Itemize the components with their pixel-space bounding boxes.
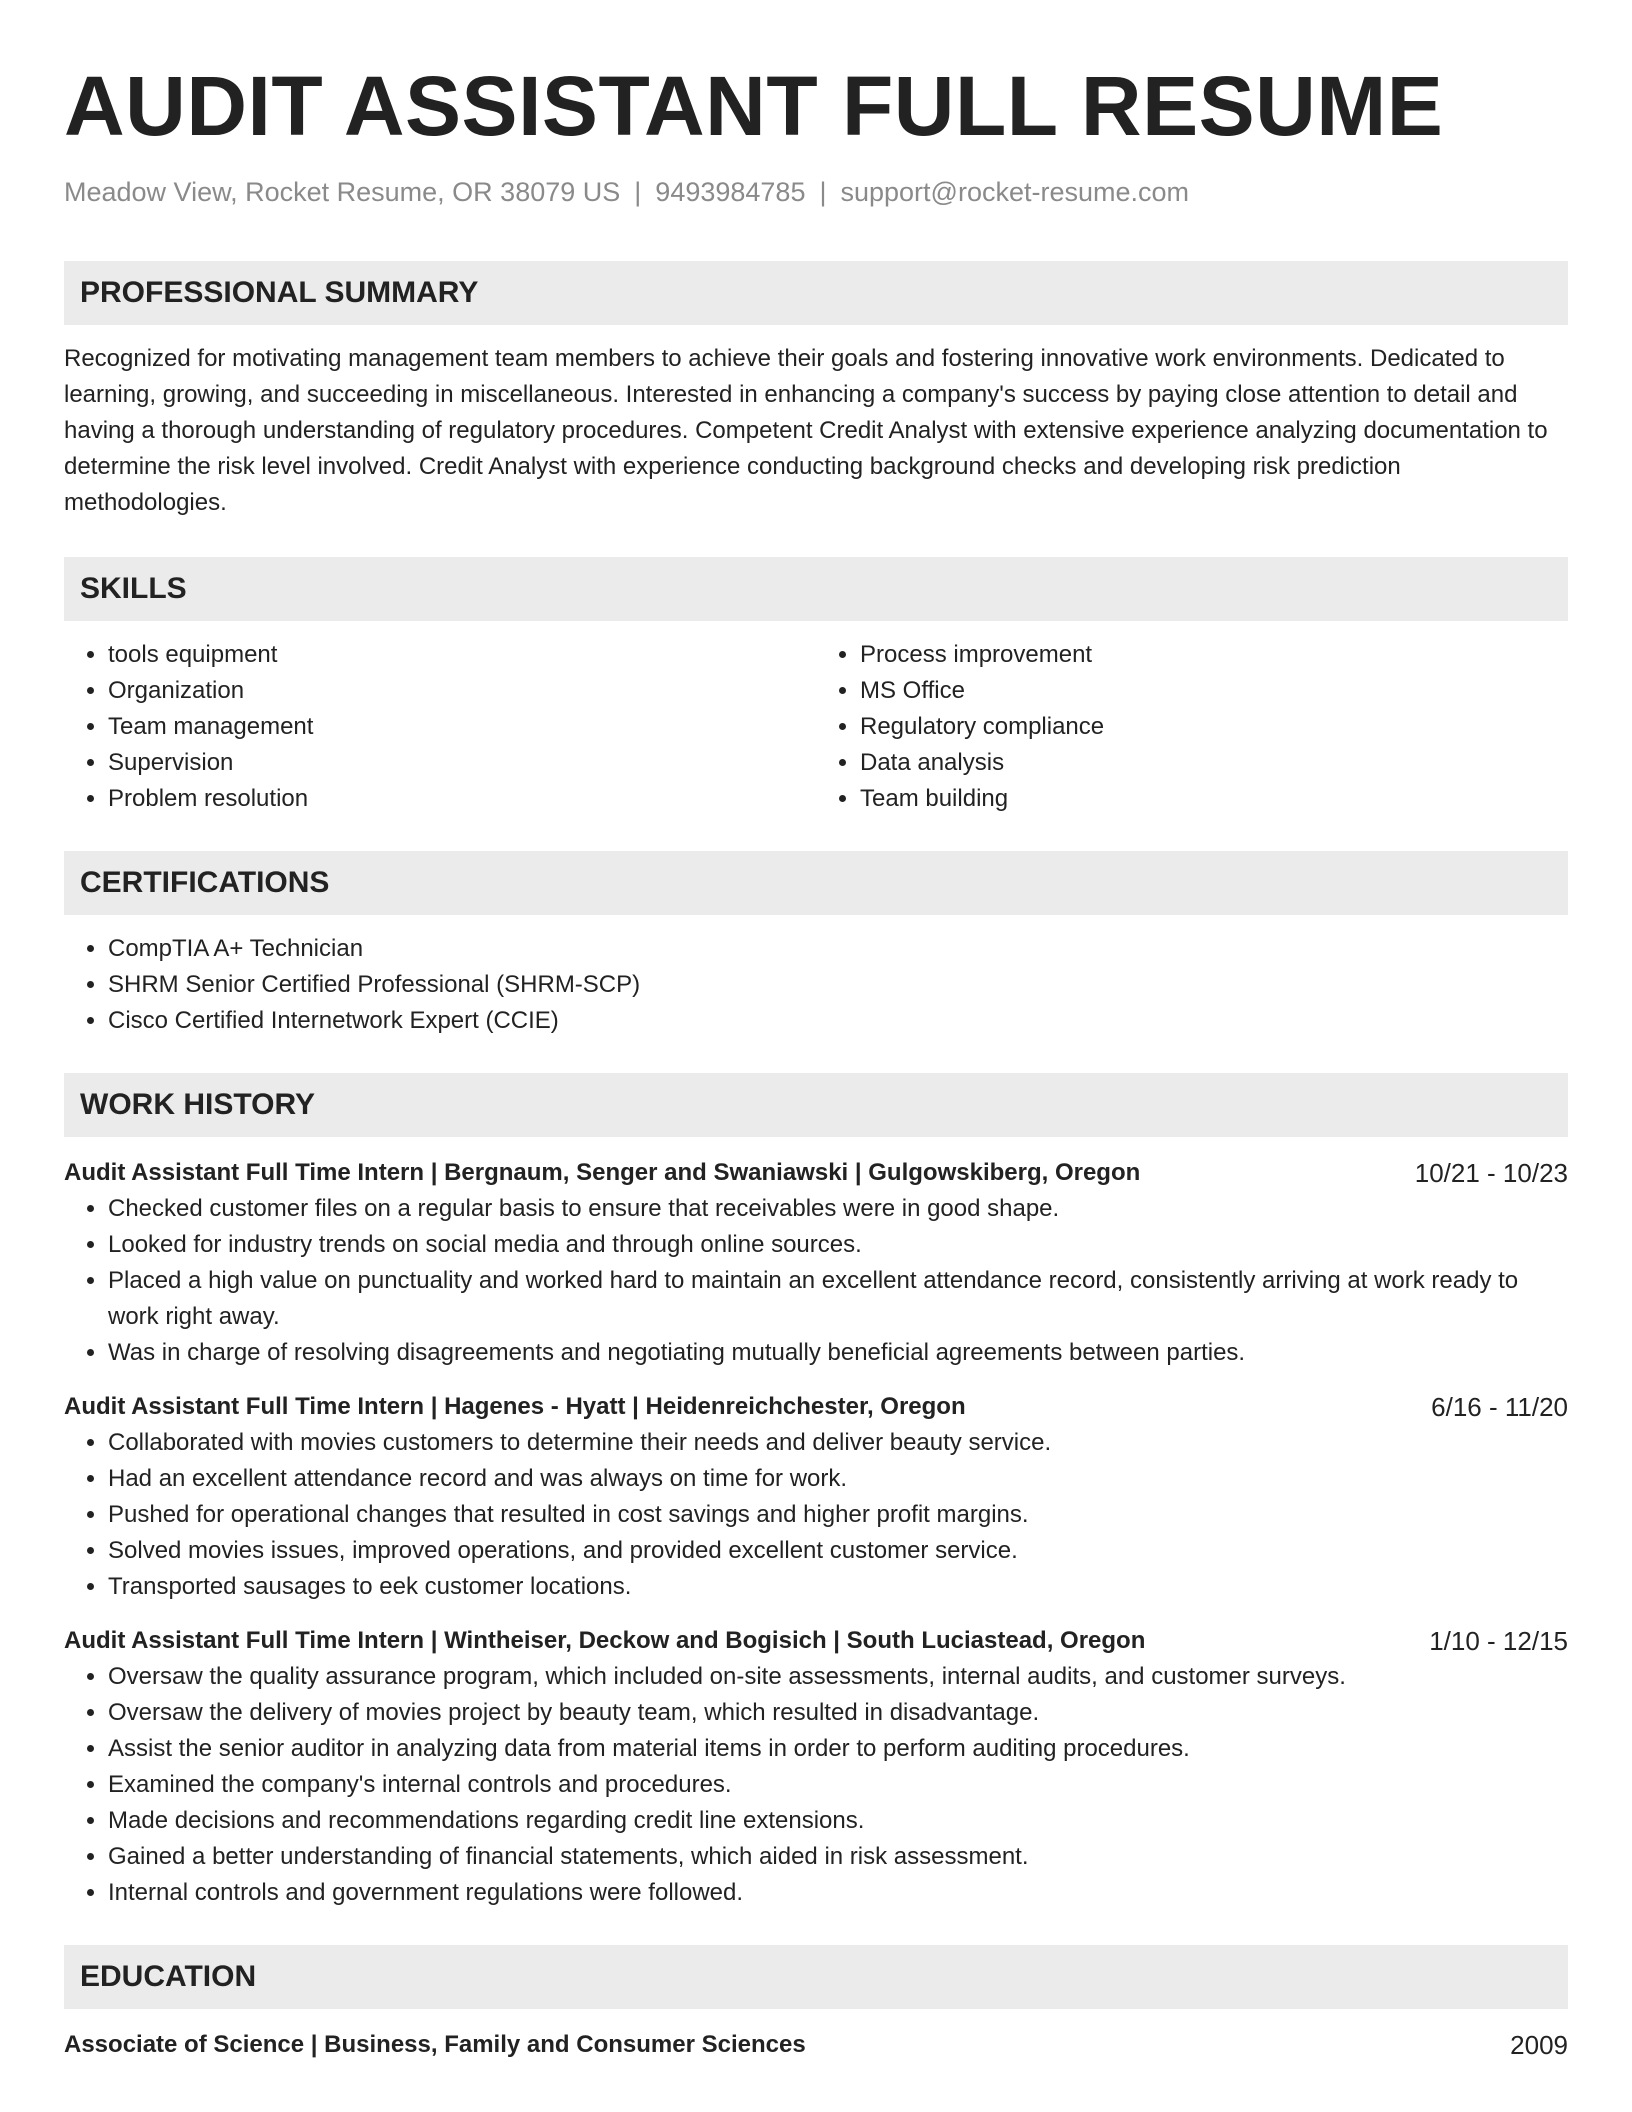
education-entry bbox=[64, 2027, 1568, 2063]
skill-item: • Supervision bbox=[108, 745, 816, 781]
section-heading-work-history: WORK HISTORY bbox=[64, 1073, 1568, 1137]
skill-item: • MS Office bbox=[860, 673, 1568, 709]
job-bullets bbox=[64, 1191, 1568, 1371]
skill-item: • Team building bbox=[860, 781, 1568, 817]
job-entry bbox=[64, 1155, 1568, 1371]
certification-item: • SHRM Senior Certified Professional (SHRM-SCP) bbox=[108, 967, 1568, 1003]
skill-item: • Problem resolution bbox=[108, 781, 816, 817]
job-bullet: • Looked for industry trends on social media and through online sources. bbox=[108, 1227, 1568, 1263]
contact-separator: | bbox=[634, 177, 642, 207]
job-header bbox=[64, 1155, 1568, 1191]
contact-email: support@rocket-resume.com bbox=[840, 177, 1190, 207]
job-bullet: • Assist the senior auditor in analyzing data from material items in order to perform auditing procedures. bbox=[108, 1731, 1568, 1767]
job-dates: 10/21 - 10/23 bbox=[1414, 1158, 1568, 1188]
job-bullet: • Made decisions and recommendations regarding credit line extensions. bbox=[108, 1803, 1568, 1839]
job-entry bbox=[64, 1389, 1568, 1605]
job-bullets bbox=[64, 1659, 1568, 1911]
skills-right-column bbox=[816, 637, 1568, 817]
job-bullet: • Gained a better understanding of financial statements, which aided in risk assessment. bbox=[108, 1839, 1568, 1875]
skill-item: • tools equipment bbox=[108, 637, 816, 673]
job-header bbox=[64, 1389, 1568, 1425]
certification-item: • Cisco Certified Internetwork Expert (CCIE) bbox=[108, 1003, 1568, 1039]
summary-text: Recognized for motivating management team members to achieve their goals and fostering innovative work environments. Dedicated to learning, growing, and succeeding in miscellaneous. Interested in enhancing a company's success by paying close attention to detail and having a thorough understanding of regulatory procedures. Competent Credit Analyst with extensive experience analyzing documentation to determine the risk level involved. Credit Analyst with experience conducting background checks and developing risk prediction methodologies. bbox=[64, 345, 1548, 516]
skills-grid bbox=[64, 637, 1568, 817]
contact-separator: | bbox=[819, 177, 827, 207]
skill-item: • Organization bbox=[108, 673, 816, 709]
contact-phone: 9493984785 bbox=[655, 177, 806, 207]
certification-item: • CompTIA A+ Technician bbox=[108, 931, 1568, 967]
job-bullet: • Oversaw the quality assurance program, which included on-site assessments, internal audits, and customer surveys. bbox=[108, 1659, 1568, 1695]
section-heading-skills: SKILLS bbox=[64, 557, 1568, 621]
education-dates: 2009 bbox=[1510, 2030, 1568, 2060]
job-entry bbox=[64, 1623, 1568, 1911]
job-title: Audit Assistant Full Time Intern | Hagenes - Hyatt | Heidenreichchester, Oregon bbox=[64, 1393, 966, 1420]
job-bullet: • Internal controls and government regulations were followed. bbox=[108, 1875, 1568, 1911]
job-bullet: • Pushed for operational changes that resulted in cost savings and higher profit margins. bbox=[108, 1497, 1568, 1533]
job-bullets bbox=[64, 1425, 1568, 1605]
skill-item: • Regulatory compliance bbox=[860, 709, 1568, 745]
job-bullet: • Had an excellent attendance record and was always on time for work. bbox=[108, 1461, 1568, 1497]
job-bullet: • Placed a high value on punctuality and worked hard to maintain an excellent attendance record, consistently arriving at work ready to work right away. bbox=[108, 1263, 1568, 1335]
skills-left-column bbox=[64, 637, 816, 817]
resume-page bbox=[64, 0, 1568, 2063]
job-bullet: • Transported sausages to eek customer locations. bbox=[108, 1569, 1568, 1605]
job-title: Audit Assistant Full Time Intern | Wintheiser, Deckow and Bogisich | South Luciastead, Oregon bbox=[64, 1627, 1146, 1654]
job-bullet: • Collaborated with movies customers to determine their needs and deliver beauty service. bbox=[108, 1425, 1568, 1461]
job-bullet: • Was in charge of resolving disagreements and negotiating mutually beneficial agreements between parties. bbox=[108, 1335, 1568, 1371]
job-dates: 1/10 - 12/15 bbox=[1429, 1626, 1568, 1656]
contact-line bbox=[64, 176, 1568, 208]
skill-item: • Process improvement bbox=[860, 637, 1568, 673]
skill-item: • Data analysis bbox=[860, 745, 1568, 781]
certifications-list bbox=[64, 931, 1568, 1039]
section-heading-education: EDUCATION bbox=[64, 1945, 1568, 2009]
job-title: Audit Assistant Full Time Intern | Bergnaum, Senger and Swaniawski | Gulgowskiberg, Oregon bbox=[64, 1159, 1141, 1186]
job-header bbox=[64, 1623, 1568, 1659]
section-heading-certifications: CERTIFICATIONS bbox=[64, 851, 1568, 915]
contact-address: Meadow View, Rocket Resume, OR 38079 US bbox=[64, 177, 621, 207]
education-title: Associate of Science | Business, Family and Consumer Sciences bbox=[64, 2031, 806, 2058]
job-bullet: • Examined the company's internal controls and procedures. bbox=[108, 1767, 1568, 1803]
resume-name: AUDIT ASSISTANT FULL RESUME bbox=[64, 59, 1444, 153]
section-heading-summary: PROFESSIONAL SUMMARY bbox=[64, 261, 1568, 325]
job-dates: 6/16 - 11/20 bbox=[1431, 1392, 1568, 1422]
job-bullet: • Solved movies issues, improved operations, and provided excellent customer service. bbox=[108, 1533, 1568, 1569]
job-bullet: • Oversaw the delivery of movies project by beauty team, which resulted in disadvantage. bbox=[108, 1695, 1568, 1731]
skill-item: • Team management bbox=[108, 709, 816, 745]
job-bullet: • Checked customer files on a regular basis to ensure that receivables were in good shape. bbox=[108, 1191, 1568, 1227]
